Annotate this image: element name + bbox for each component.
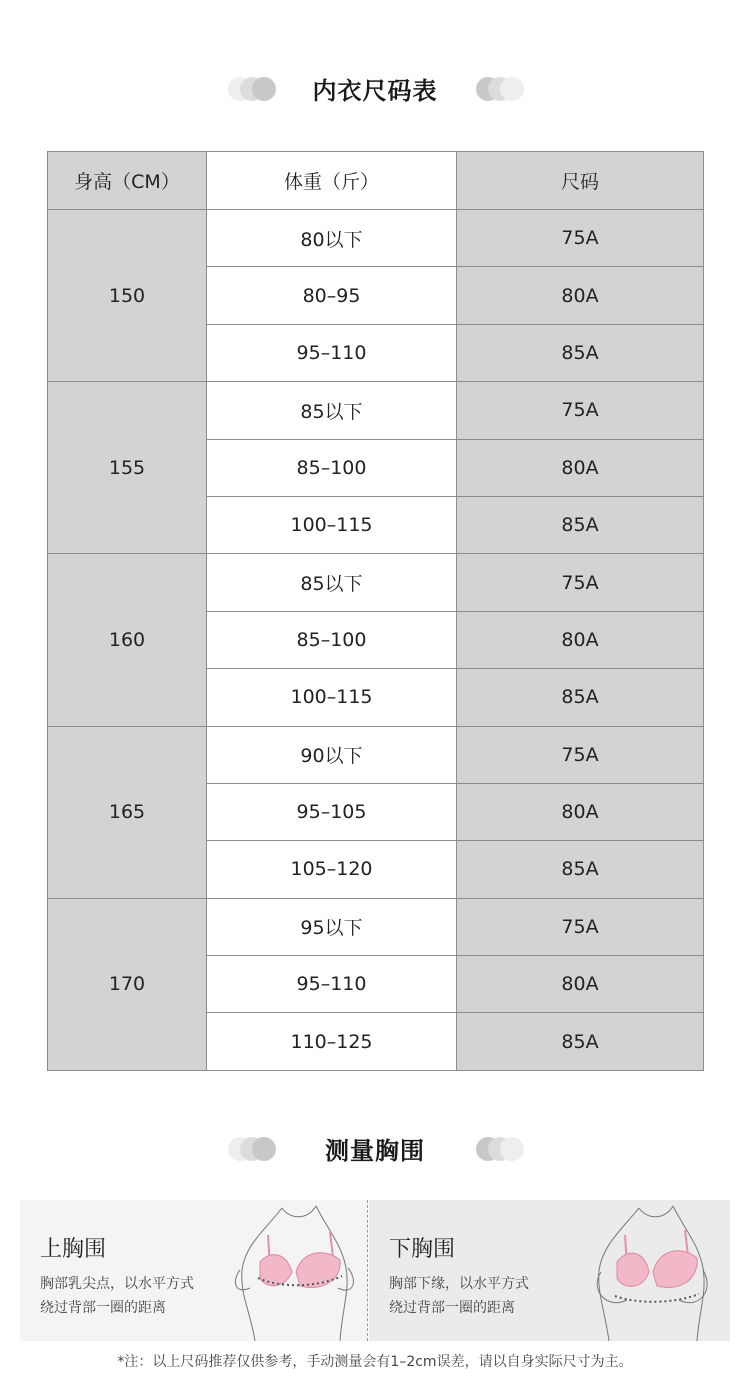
size-cell: 85A <box>457 1013 704 1071</box>
upper-bust-panel <box>20 1200 367 1341</box>
size-chart-title-bar <box>0 67 750 107</box>
header-height: 身高（CM） <box>48 152 207 210</box>
weight-cell: 85以下 <box>207 554 457 611</box>
weight-cell: 85–100 <box>207 439 457 496</box>
weight-cell: 90以下 <box>207 726 457 783</box>
lower-bust-figure-illustration <box>579 1200 719 1341</box>
size-cell: 75A <box>457 210 704 267</box>
decor-dots-right <box>476 1137 526 1161</box>
size-cell: 80A <box>457 956 704 1013</box>
height-cell: 155 <box>48 382 207 554</box>
weight-cell: 85–100 <box>207 611 457 668</box>
upper-bust-desc-line1: 胸部乳尖点，以水平方式 <box>40 1276 194 1292</box>
table-body <box>48 210 704 1071</box>
measure-title: 测量胸围 <box>325 1137 425 1165</box>
table-row <box>48 898 704 955</box>
upper-bust-description <box>40 1272 240 1320</box>
size-cell: 85A <box>457 669 704 726</box>
size-chart-title: 内衣尺码表 <box>312 77 438 105</box>
lower-bust-title: 下胸围 <box>389 1237 456 1262</box>
size-cell: 85A <box>457 324 704 381</box>
size-cell: 85A <box>457 496 704 553</box>
height-cell: 150 <box>48 210 207 382</box>
weight-cell: 100–115 <box>207 669 457 726</box>
weight-cell: 105–120 <box>207 841 457 898</box>
size-cell: 75A <box>457 554 704 611</box>
size-cell: 75A <box>457 726 704 783</box>
weight-cell: 110–125 <box>207 1013 457 1071</box>
size-cell: 80A <box>457 267 704 324</box>
size-cell: 80A <box>457 611 704 668</box>
weight-cell: 100–115 <box>207 496 457 553</box>
size-cell: 80A <box>457 439 704 496</box>
footnote: *注：以上尺码推荐仅供参考，手动测量会有1–2cm误差，请以自身实际尺寸为主。 <box>117 1354 633 1370</box>
upper-bust-figure-illustration <box>220 1200 360 1341</box>
measure-title-bar <box>0 1127 750 1167</box>
weight-cell: 95–105 <box>207 783 457 840</box>
size-table <box>47 151 704 1071</box>
header-size: 尺码 <box>457 152 704 210</box>
height-cell: 165 <box>48 726 207 898</box>
upper-bust-title: 上胸围 <box>40 1237 107 1262</box>
table-row <box>48 554 704 611</box>
weight-cell: 80–95 <box>207 267 457 324</box>
size-cell: 85A <box>457 841 704 898</box>
lower-bust-desc-line1: 胸部下缘，以水平方式 <box>389 1276 529 1292</box>
weight-cell: 80以下 <box>207 210 457 267</box>
table-row <box>48 382 704 439</box>
weight-cell: 95–110 <box>207 956 457 1013</box>
height-cell: 170 <box>48 898 207 1070</box>
lower-bust-description <box>389 1272 589 1320</box>
upper-bust-desc-line2: 绕过背部一圈的距离 <box>40 1300 166 1316</box>
size-cell: 80A <box>457 783 704 840</box>
lower-bust-desc-line2: 绕过背部一圈的距离 <box>389 1300 515 1316</box>
decor-dots-right <box>476 77 526 101</box>
table-header-row <box>48 152 704 210</box>
size-cell: 75A <box>457 898 704 955</box>
size-cell: 75A <box>457 382 704 439</box>
table-row <box>48 726 704 783</box>
panel-divider <box>367 1200 368 1341</box>
weight-cell: 95以下 <box>207 898 457 955</box>
table-row <box>48 210 704 267</box>
header-weight: 体重（斤） <box>207 152 457 210</box>
weight-cell: 85以下 <box>207 382 457 439</box>
weight-cell: 95–110 <box>207 324 457 381</box>
height-cell: 160 <box>48 554 207 726</box>
lower-bust-panel <box>369 1200 730 1341</box>
